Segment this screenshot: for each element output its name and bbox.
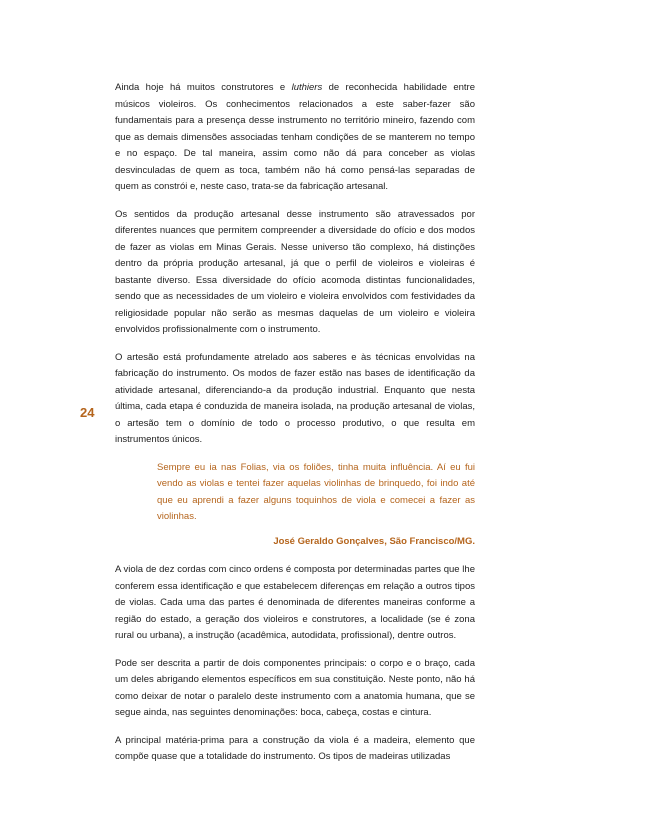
quote-attribution: José Geraldo Gonçalves, São Francisco/MG. bbox=[273, 535, 475, 547]
paragraph-5: Pode ser descrita a partir de dois componentes principais: o corpo e o braço, cada um deles abrigando elementos específicos em sua constituição. Neste ponto, não há como deixar de notar o paralelo deste instrumento com a anatomia humana, que se segue ainda, nas seguintes denominações: boca, cabeça, costas e cintura. bbox=[115, 657, 475, 718]
paragraph-2: Os sentidos da produção artesanal desse instrumento são atravessados por diferentes nuances que permitem compreender a diversidade do ofício e dos modos de fazer as violas em Minas Gerais. Nesse universo tão complexo, há distinções dentro da própria produção artesanal, já que o perfil de violeiros e violeiras é bastante diverso. Essa diversidade do ofício acomoda distintas funcionalidades, sendo que as necessidades de um violeiro e violeira envolvidos com festividades da religiosidade popular não serão as mesmas daquelas de um violeiro e violeira envolvidos profissionalmente com o instrumento. bbox=[115, 208, 475, 335]
block-quote: Sempre eu ia nas Folias, via os foliões, tinha muita influência. Aí eu fui vendo as violas e tentei fazer aquelas violinhas de brinquedo, foi indo até que eu aprendi a fazer alguns toquinhos de viola e comecei a fazer as violinhas. bbox=[157, 461, 475, 522]
body-text bbox=[115, 80, 475, 777]
paragraph-1-rest: de reconhecida habilidade entre músicos violeiros. Os conhecimentos relacionados a este saber-fazer são fundamentais para a presença desse instrumento no território mineiro, fazendo com que as demais dimensões associadas tenham condições de se manterem no tempo e no espaço. De tal maneira, assim como não dá para conceber as violas desvinculadas de quem as toca, também não há como pensá-las separadas de quem as constrói e, neste caso, trata-se da fabricação artesanal. bbox=[115, 82, 475, 192]
paragraph-1-start: Ainda hoje há muitos construtores e bbox=[115, 82, 292, 93]
page-number: 24 bbox=[80, 405, 95, 420]
paragraph-1 bbox=[115, 80, 475, 196]
paragraph-6: A principal matéria-prima para a construção da viola é a madeira, elemento que compõe quase que a totalidade do instrumento. Os tipos de madeiras utilizadas bbox=[115, 734, 475, 762]
paragraph-4: A viola de dez cordas com cinco ordens é composta por determinadas partes que lhe conferem essa identificação e que estabelecem diferenças em relação a outros tipos de violas. Cada uma das partes é denominada de diferentes maneiras conforme a região do estado, a geração dos violeiros e construtores, a localidade (se é zona rural ou urbana), a instrução (acadêmica, autodidata, profissional), dentre outros. bbox=[115, 564, 475, 641]
italic-term: luthiers bbox=[291, 82, 323, 93]
paragraph-3: O artesão está profundamente atrelado aos saberes e às técnicas envolvidas na fabricação do instrumento. Os modos de fazer estão nas bases de identificação da atividade artesanal, diferenciando-a da produção industrial. Enquanto que nesta última, cada etapa é conduzida de maneira isolada, na produção artesanal de violas, o artesão tem o domínio de todo o processo produtivo, o que resulta em instrumentos únicos. bbox=[115, 351, 475, 445]
